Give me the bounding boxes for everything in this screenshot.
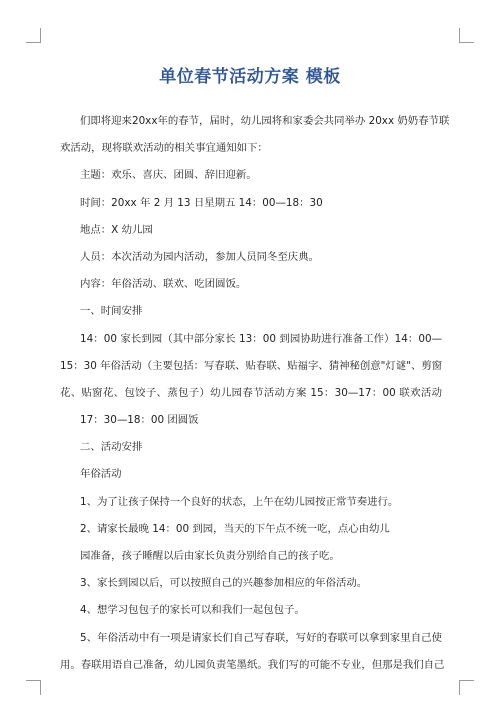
- page-corner-mark-top-right: [459, 28, 474, 43]
- page-corner-mark-bottom-left: [26, 680, 41, 695]
- paragraph-line: 欢活动，现将联欢活动的相关事宜通知如下：: [60, 142, 268, 155]
- list-item: 1、为了让孩子保持一个良好的状态，上午在幼儿园按正常节奏进行。: [80, 495, 399, 508]
- page-corner-mark-bottom-right: [459, 680, 474, 695]
- paragraph-line: 们即将迎来20xx年的春节，届时，幼儿园将和家委会共同举办 20xx 奶奶春节联: [80, 115, 450, 127]
- paragraph-line: 17：30—18：00 团圆饭: [80, 414, 199, 427]
- section-heading: 二、活动安排: [80, 441, 143, 454]
- paragraph-line: 人员：本次活动为园内活动，参加人员同冬至庆典。: [80, 250, 319, 263]
- page-title: 单位春节活动方案 模板: [159, 67, 341, 87]
- list-item: 5、年俗活动中有一项是请家长们自己写春联，写好的春联可以拿到家里自己使: [80, 631, 442, 644]
- list-item: 2、请家长最晚 14：00 到园，当天的下午点不统一吃，点心由幼儿: [80, 522, 390, 535]
- paragraph-line: 地点：X 幼儿园: [80, 223, 153, 236]
- subsection-heading: 年俗活动: [80, 468, 122, 481]
- paragraph-line: 时间：20xx 年 2 月 13 日星期五 14：00—18：30: [80, 196, 323, 209]
- list-item: 4、想学习包包子的家长可以和我们一起包包子。: [80, 604, 305, 617]
- section-heading: 一、时间安排: [80, 305, 143, 318]
- paragraph-line: 花、贴窗花、包饺子、蒸包子）幼儿园春节活动方案 15：30—17：00 联欢活动: [60, 386, 442, 399]
- list-item-continuation: 用。春联用语自己准备，幼儿园负责笔墨纸。我们写的可能不专业，但那是我们自己: [60, 658, 445, 671]
- paragraph-line: 15：30 年俗活动（主要包括：写春联、贴春联、贴福字、猜神秘创意"灯谜"、剪窗: [60, 359, 443, 372]
- list-item: 3、家长到园以后，可以按照自己的兴趣参加相应的年俗活动。: [80, 577, 368, 590]
- paragraph-line: 14：00 家长到园（其中部分家长 13：00 到园协助进行准备工作）14：00—: [80, 332, 442, 345]
- paragraph-line: 内容：年俗活动、联欢、吃团圆饭。: [80, 278, 247, 291]
- document-body: [60, 108, 450, 679]
- page-corner-mark-top-left: [26, 28, 41, 43]
- list-item-continuation: 园准备，孩子睡醒以后由家长负责分别给自己的孩子吃。: [80, 550, 340, 562]
- paragraph-line: 主题：欢乐、喜庆、团圆、辞旧迎新。: [80, 169, 257, 182]
